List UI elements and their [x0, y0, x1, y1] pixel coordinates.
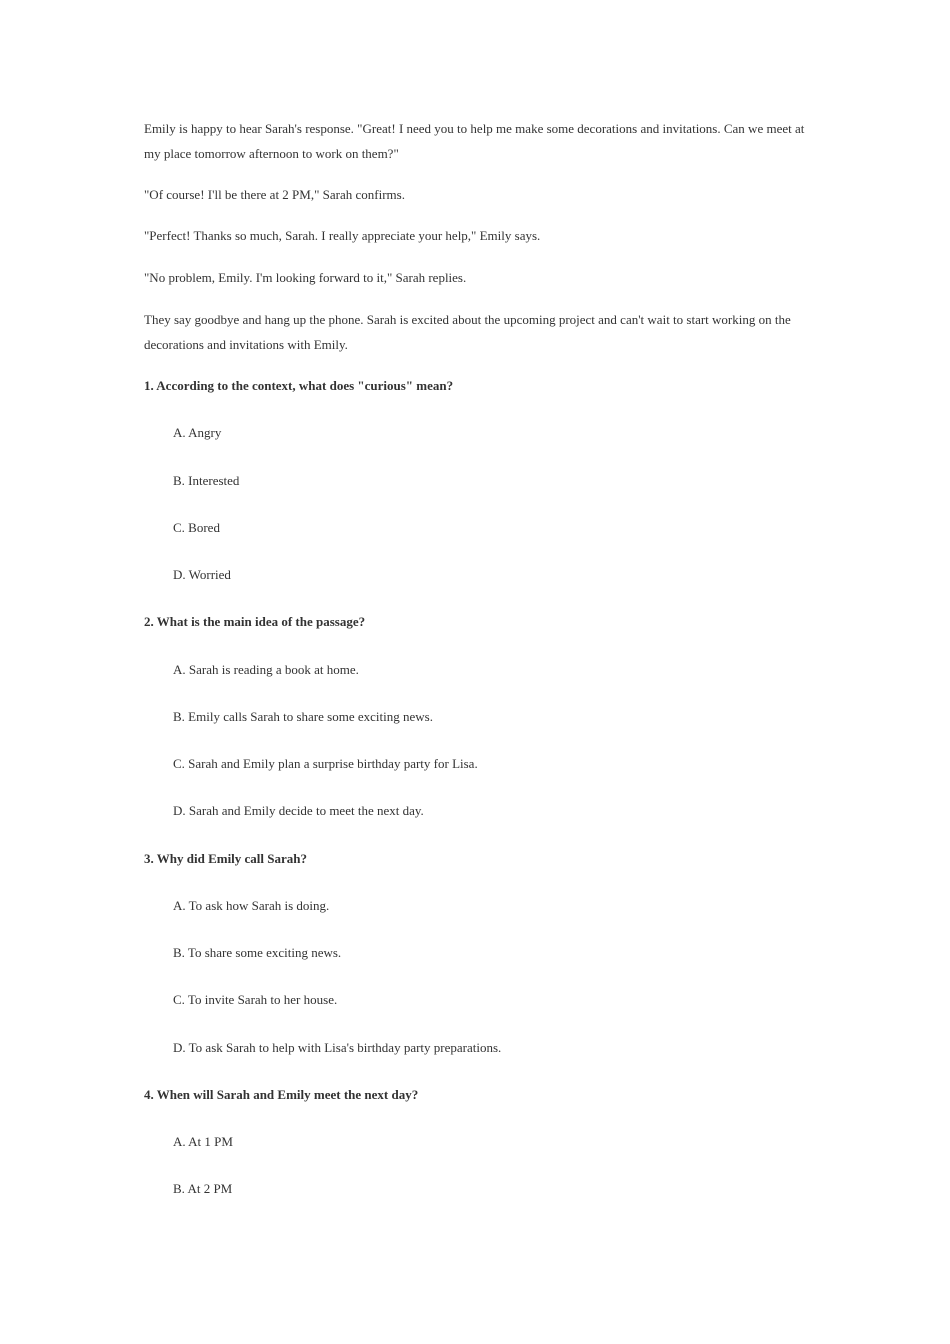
passage-paragraph: "No problem, Emily. I'm looking forward to it," Sarah replies. — [144, 270, 467, 285]
passage-paragraph: "Of course! I'll be there at 2 PM," Sarah confirms. — [144, 187, 405, 202]
question-3-option-a: A. To ask how Sarah is doing. — [173, 898, 330, 913]
question-3-option-b: B. To share some exciting news. — [173, 945, 342, 960]
passage-paragraph: They say goodbye and hang up the phone. Sarah is excited about the upcoming project and can't wait to start working on the decorations and invitations with Emily. — [144, 312, 791, 352]
question-2-option-c: C. Sarah and Emily plan a surprise birthday party for Lisa. — [173, 756, 478, 771]
passage-paragraph: "Perfect! Thanks so much, Sarah. I really appreciate your help," Emily says. — [144, 228, 541, 243]
question-1-text: 1. According to the context, what does "curious" mean? — [144, 378, 454, 393]
question-1-option-b: B. Interested — [173, 473, 240, 488]
question-1-option-a: A. Angry — [173, 425, 222, 440]
question-3-text: 3. Why did Emily call Sarah? — [144, 851, 308, 866]
question-2-text: 2. What is the main idea of the passage? — [144, 614, 366, 629]
question-4-option-a: A. At 1 PM — [173, 1134, 233, 1149]
question-3-option-d: D. To ask Sarah to help with Lisa's birthday party preparations. — [173, 1040, 502, 1055]
question-1-option-c: C. Bored — [173, 520, 220, 535]
question-2-option-b: B. Emily calls Sarah to share some exciting news. — [173, 709, 433, 724]
passage-paragraph: Emily is happy to hear Sarah's response. "Great! I need you to help me make some decorations and invitations. Can we meet at my place tomorrow afternoon to work on them?" — [144, 121, 805, 161]
question-2-option-a: A. Sarah is reading a book at home. — [173, 662, 359, 677]
question-2-option-d: D. Sarah and Emily decide to meet the next day. — [173, 803, 424, 818]
question-4-text: 4. When will Sarah and Emily meet the next day? — [144, 1087, 419, 1102]
question-4-option-b: B. At 2 PM — [173, 1181, 233, 1196]
question-1-option-d: D. Worried — [173, 567, 231, 582]
question-3-option-c: C. To invite Sarah to her house. — [173, 992, 338, 1007]
